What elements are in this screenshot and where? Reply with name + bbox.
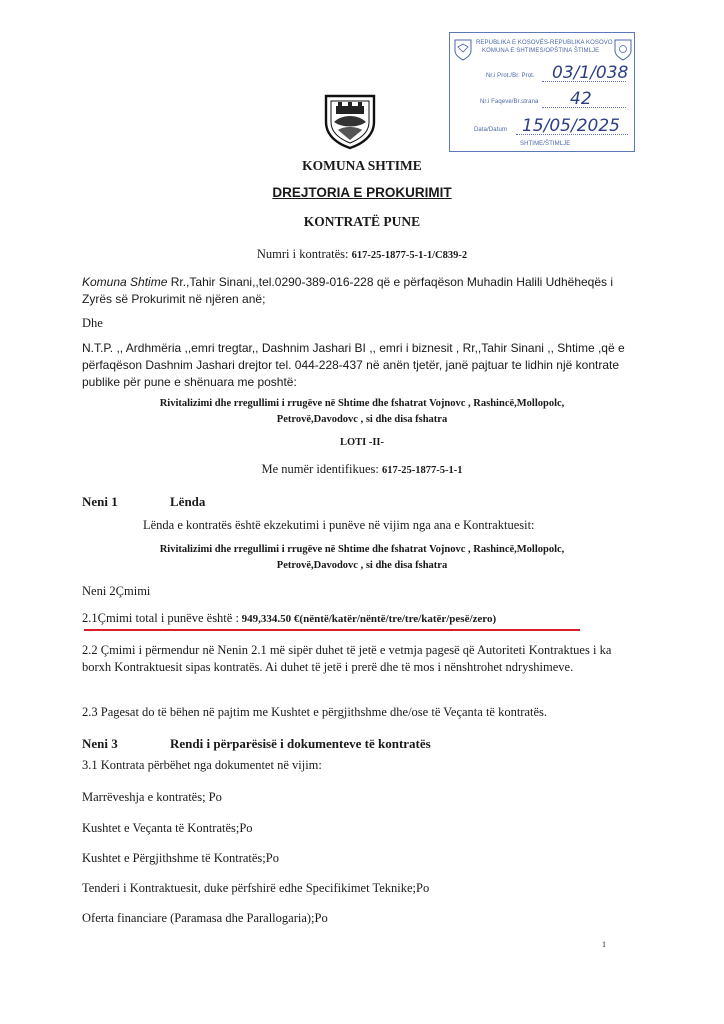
list-item: Kushtet e Përgjithshme të Kontratës;Po — [82, 851, 279, 865]
page-mark: 1 — [602, 940, 606, 949]
stamp-emblem-icon — [454, 39, 472, 61]
party-one-paragraph — [82, 274, 634, 308]
identifier-line — [0, 462, 724, 477]
document-type: KONTRATË PUNE — [303, 214, 421, 229]
party-one-name: Komuna Shtime — [82, 275, 168, 289]
stamp-line-1: REPUBLIKA E KOSOVËS-REPUBLIKA KOSOVO — [476, 40, 613, 46]
identifier-number: 617-25-1877-5-1-1 — [381, 465, 463, 476]
party-one-details: Rr.,Tahir Sinani,,tel.0290-389-016-228 që e përfaqëson Muhadin Halili Udhëheqës i Zyrës së Prokurimit në njëren anë; — [82, 275, 614, 306]
stamp-footer: SHTIME/ŠTIMLJE — [520, 141, 571, 147]
contract-number-label: Numri i kontratës: — [256, 247, 349, 261]
registry-stamp — [449, 32, 635, 152]
municipality-name: KOMUNA SHTIME — [302, 158, 422, 173]
directorate-title: DREJTORIA E PROKURIMIT — [272, 185, 452, 200]
list-item: Oferta financiare (Paramasa dhe Parallogaria);Po — [82, 911, 328, 925]
identifier-label: Me numër identifikues: — [261, 462, 379, 476]
total-price-line — [82, 611, 496, 626]
stamp-date-label: Data/Datum — [474, 127, 508, 133]
stamp-line-2: KOMUNA E SHTIMES/OPŠTINA ŠTIMLJE — [482, 48, 600, 54]
contract-number-line — [0, 247, 724, 262]
party-two-paragraph: N.T.P. ,, Ardhmëria ,,emri tregtar,, Dashnim Jashari BI ,, emri i biznesit , Rr,,Tahir Sinani ,, Shtime ,që e përfaqëson Dashnim Jashari drejtor tel. 044-228-437 në anën tjetër, janë pajtuar te lidhin një kontrate publike për pune e shënuara me poshtë: — [82, 341, 625, 389]
article-3-intro: 3.1 Kontrata përbëhet nga dokumentet në vijim: — [82, 758, 322, 772]
contract-number: 617-25-1877-5-1-1/C839-2 — [351, 250, 468, 261]
total-price-value: 949,334.50 €(nëntë/katër/nëntë/tre/tre/katër/pesë/zero) — [238, 613, 497, 625]
project-title: Rivitalizimi dhe rregullimi i rrugëve në Shtime dhe fshatrat Vojnovc , Rashincë,Mollopolc, Petrovë,Davodovc , si dhe disa fshatra — [159, 398, 565, 425]
article-2-paragraph-2: 2.2 Çmimi i përmendur në Nenin 2.1 më sipër duhet të jetë e vetmja pagesë që Autoriteti Kontraktues i ka borxh Kontraktuesit sipas kontratës. Ai duhet të jetë i prerë dhe të mos i nënshtrohet ndryshimeve. — [82, 643, 612, 674]
stamp-pages-label: Nr.i Faqeve/Br.strana — [480, 99, 539, 105]
list-item: Tenderi i Kontraktuesit, duke përfshirë edhe Specifikimet Teknike;Po — [82, 881, 430, 895]
price-underline-mark — [84, 629, 580, 631]
article-2-heading: Neni 2Çmimi — [82, 584, 151, 598]
article-3-title: Rendi i përparësisë i dokumenteve të kontratës — [170, 736, 431, 751]
article-3-number: Neni 3 — [82, 736, 118, 751]
list-item: Kushtet e Veçanta të Kontratës;Po — [82, 821, 253, 835]
stamp-date-value: 15/05/2025 — [522, 116, 620, 136]
stamp-pages-value: 42 — [570, 89, 592, 109]
article-1-title: Lënda — [170, 494, 206, 509]
stamp-prot-value: 03/1/038 — [552, 63, 629, 83]
lot-label: LOTI -II- — [339, 437, 385, 448]
municipality-coat-of-arms-icon — [322, 92, 378, 150]
article-2-paragraph-3: 2.3 Pagesat do të bëhen në pajtim me Kushtet e përgjithshme dhe/ose të Veçanta të kontratës. — [82, 705, 548, 719]
stamp-emblem-icon — [614, 39, 632, 61]
stamp-prot-label: Nr.i Prot./Br. Prot. — [486, 73, 535, 79]
list-item: Marrëveshja e kontratës; Po — [82, 790, 222, 804]
connector-text: Dhe — [82, 316, 103, 330]
project-title-repeat: Rivitalizimi dhe rregullimi i rrugëve në Shtime dhe fshatrat Vojnovc , Rashincë,Mollopolc, Petrovë,Davodovc , si dhe disa fshatra — [159, 544, 565, 571]
total-price-label: 2.1Çmimi total i punëve është : — [82, 611, 239, 625]
article-1-number: Neni 1 — [82, 494, 118, 509]
article-1-text: Lënda e kontratës është ekzekutimi i punëve në vijim nga ana e Kontraktuesit: — [143, 518, 535, 532]
